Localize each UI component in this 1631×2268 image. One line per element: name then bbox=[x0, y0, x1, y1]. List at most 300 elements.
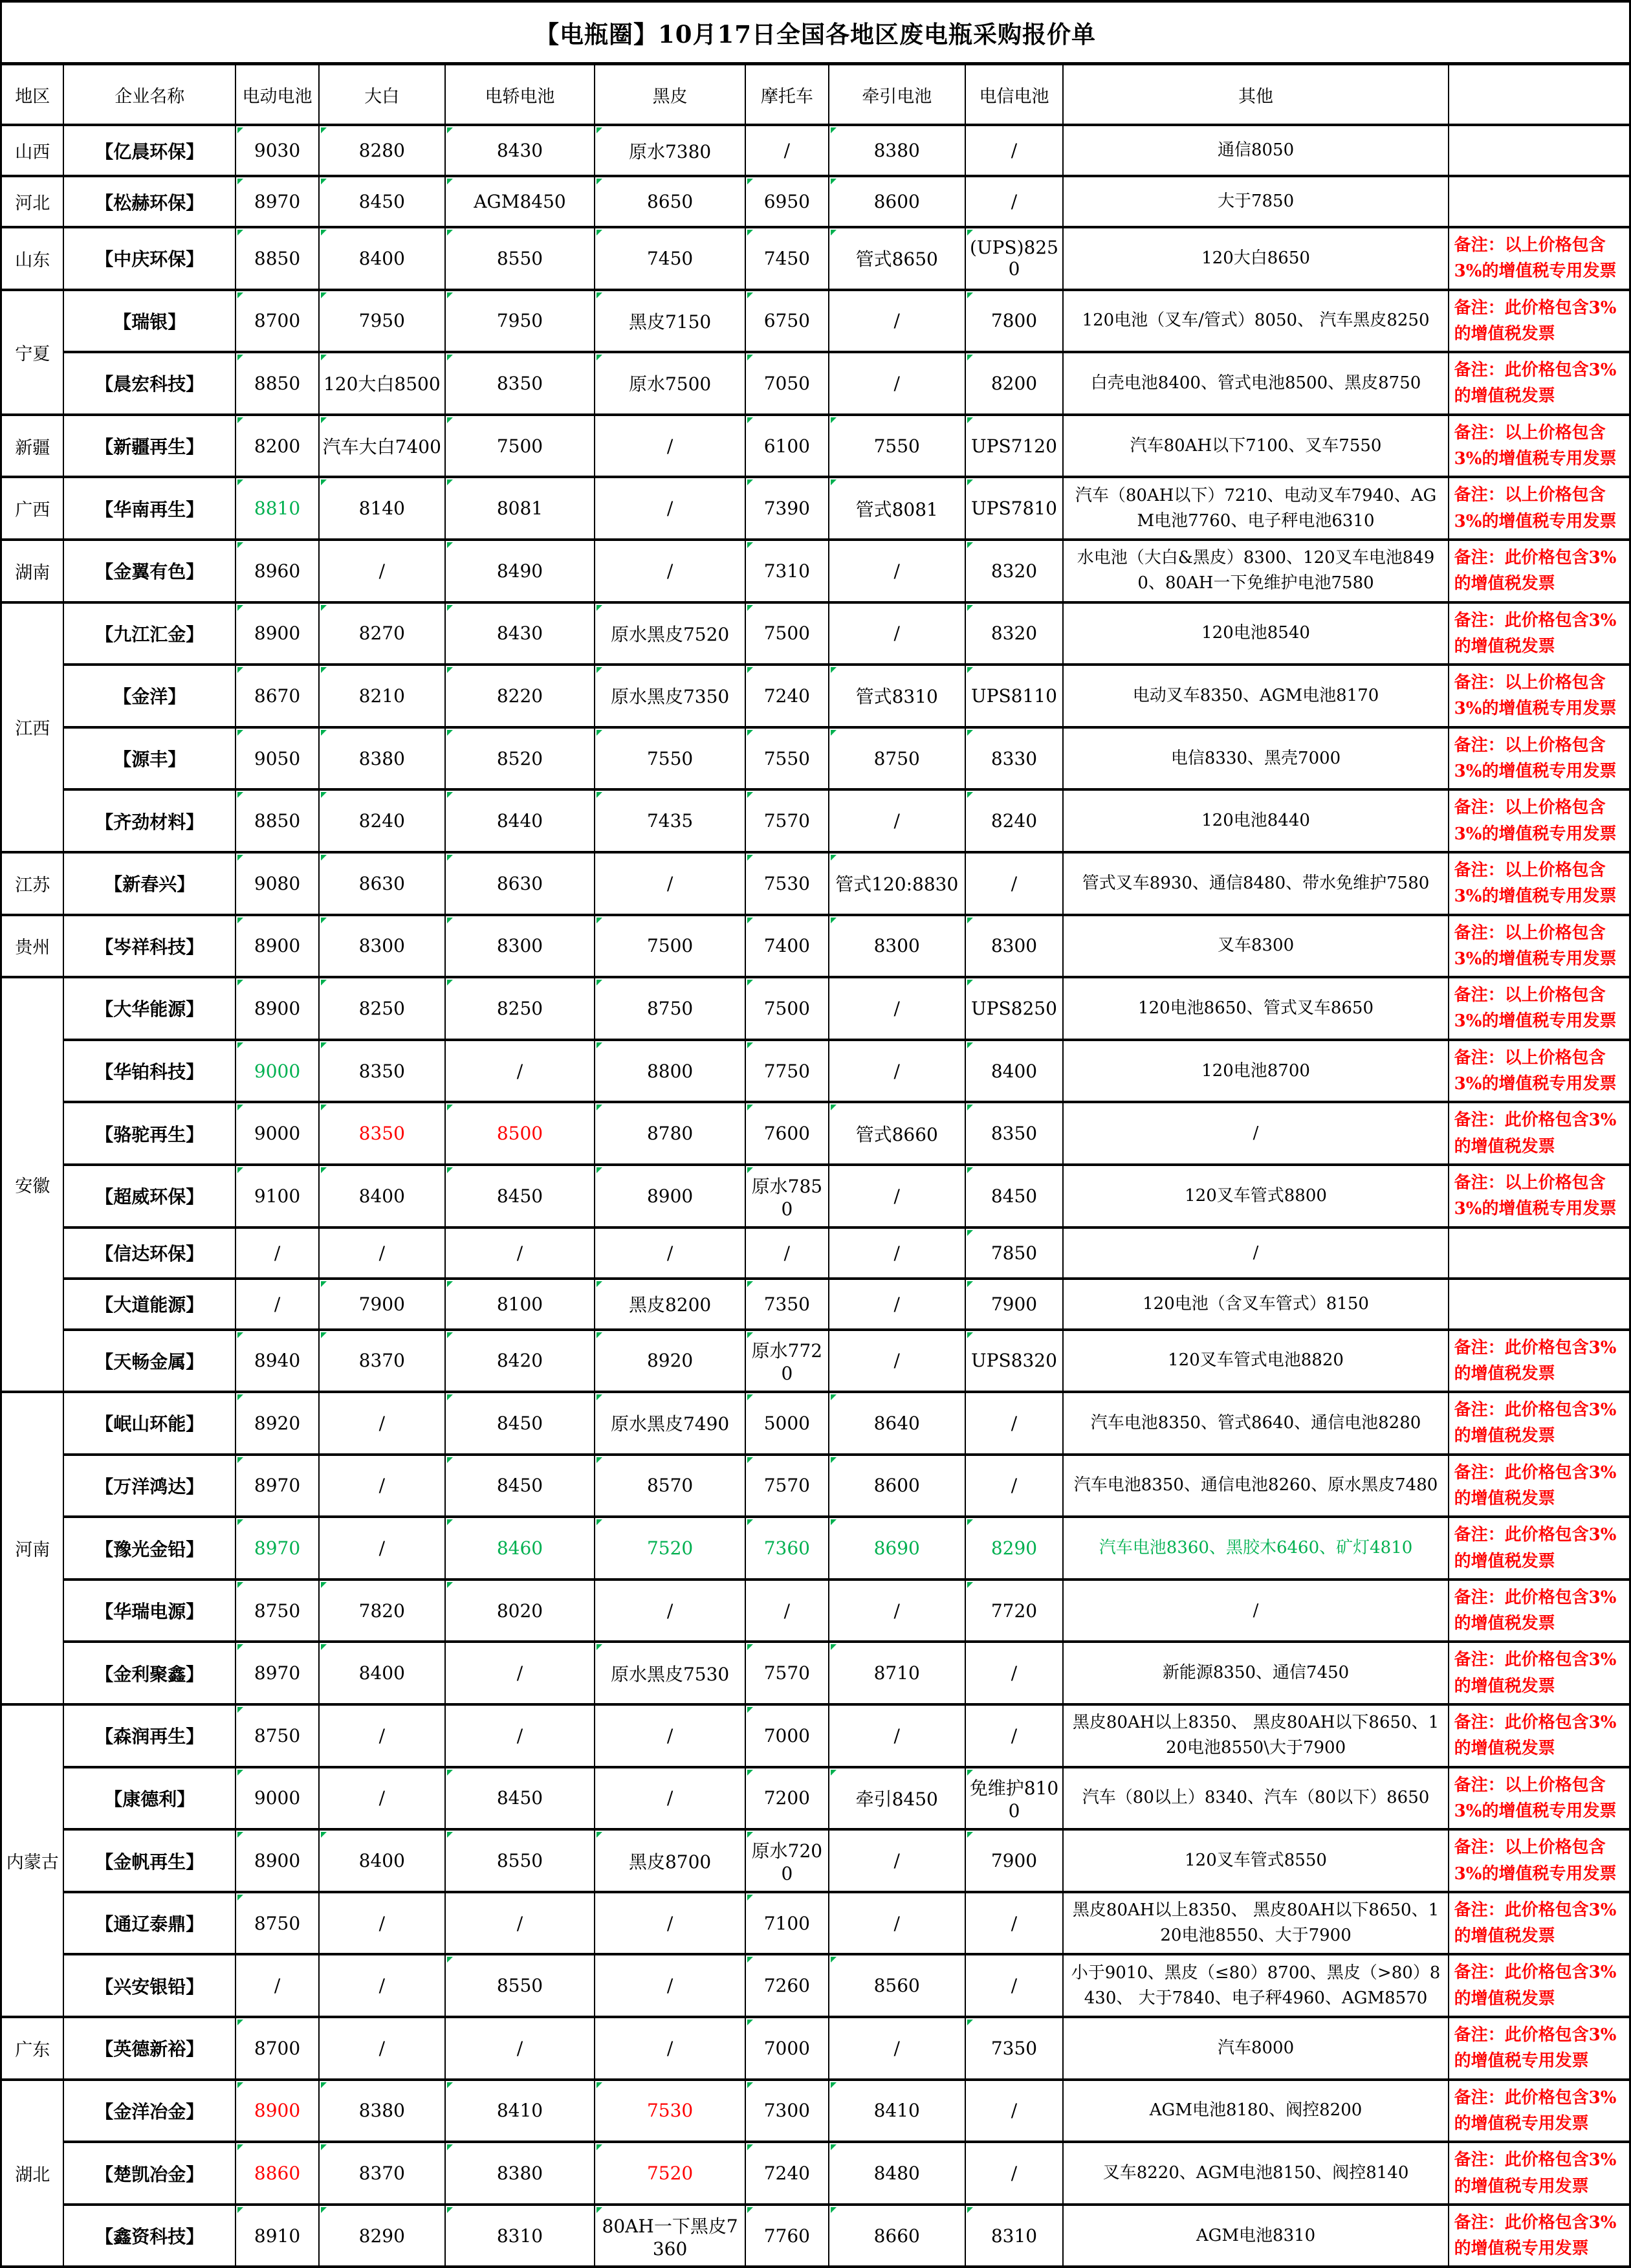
cell-telecom-battery: / bbox=[965, 2080, 1064, 2142]
cell-ev-battery: 8450 bbox=[445, 1455, 595, 1517]
cell-heipi: 原水黑皮7490 bbox=[595, 1392, 745, 1455]
cell-region: 新疆 bbox=[1, 415, 64, 478]
table-row bbox=[1, 665, 1630, 727]
cell-remark: 备注：此价格包含3%的增值税专用发票 bbox=[1449, 2017, 1630, 2080]
cell-region: 贵州 bbox=[1, 915, 64, 978]
cell-region: 广东 bbox=[1, 2017, 64, 2080]
cell-other: 电信8330、黑壳7000 bbox=[1063, 727, 1448, 790]
cell-telecom-battery: 8350 bbox=[965, 1102, 1064, 1165]
cell-electric-bike-battery: 8860 bbox=[235, 2142, 319, 2205]
cell-company: 【松赫环保】 bbox=[63, 176, 235, 227]
table-row bbox=[1, 977, 1630, 1040]
cell-dabai: / bbox=[319, 1455, 445, 1517]
table-row bbox=[1, 727, 1630, 790]
table-row bbox=[1, 1954, 1630, 2017]
cell-region: 宁夏 bbox=[1, 290, 64, 415]
cell-company: 【金洋冶金】 bbox=[63, 2080, 235, 2142]
cell-traction-battery: / bbox=[829, 1040, 965, 1103]
cell-ev-battery: 8300 bbox=[445, 915, 595, 978]
cell-remark: 备注：此价格包含3%的增值税发票 bbox=[1449, 352, 1630, 415]
cell-dabai: 8380 bbox=[319, 2080, 445, 2142]
cell-motorcycle: 7000 bbox=[745, 1704, 829, 1767]
cell-heipi: 7520 bbox=[595, 2142, 745, 2205]
column-header-10 bbox=[1449, 64, 1630, 126]
cell-ev-battery: 8490 bbox=[445, 540, 595, 602]
cell-other: 电动叉车8350、AGM电池8170 bbox=[1063, 665, 1448, 727]
cell-motorcycle: 7390 bbox=[745, 477, 829, 540]
cell-traction-battery: / bbox=[829, 1279, 965, 1330]
cell-traction-battery: / bbox=[829, 602, 965, 665]
table-row bbox=[1, 2017, 1630, 2080]
cell-region: 河北 bbox=[1, 176, 64, 227]
cell-other: 黑皮80AH以上8350、 黑皮80AH以下8650、120电池8550、大于7900 bbox=[1063, 1892, 1448, 1955]
cell-electric-bike-battery: 8750 bbox=[235, 1580, 319, 1642]
cell-dabai: / bbox=[319, 1767, 445, 1830]
column-header-8: 电信电池 bbox=[965, 64, 1064, 126]
cell-ev-battery: 8350 bbox=[445, 352, 595, 415]
cell-company: 【兴安银铅】 bbox=[63, 1954, 235, 2017]
cell-electric-bike-battery: 8970 bbox=[235, 176, 319, 227]
cell-traction-battery: 8560 bbox=[829, 1954, 965, 2017]
cell-heipi: / bbox=[595, 2017, 745, 2080]
cell-electric-bike-battery: 9050 bbox=[235, 727, 319, 790]
cell-remark: 备注：以上价格包含3%的增值税专用发票 bbox=[1449, 852, 1630, 915]
cell-motorcycle: 原水7200 bbox=[745, 1829, 829, 1892]
cell-motorcycle: 7260 bbox=[745, 1954, 829, 2017]
cell-company: 【超威环保】 bbox=[63, 1165, 235, 1228]
cell-company: 【源丰】 bbox=[63, 727, 235, 790]
cell-electric-bike-battery: 8750 bbox=[235, 1704, 319, 1767]
column-header-0: 地区 bbox=[1, 64, 64, 126]
cell-motorcycle: 7570 bbox=[745, 1642, 829, 1704]
cell-traction-battery: / bbox=[829, 1704, 965, 1767]
cell-ev-battery: 8250 bbox=[445, 977, 595, 1040]
cell-heipi: / bbox=[595, 1892, 745, 1955]
cell-ev-battery: 8450 bbox=[445, 1767, 595, 1830]
cell-remark: 备注：以上价格包含3%的增值税专用发票 bbox=[1449, 789, 1630, 852]
cell-remark: 备注：以上价格包含3%的增值税专用发票 bbox=[1449, 227, 1630, 290]
cell-heipi: 7450 bbox=[595, 227, 745, 290]
cell-region: 内蒙古 bbox=[1, 1704, 64, 2017]
cell-dabai: 8240 bbox=[319, 789, 445, 852]
cell-telecom-battery: 7850 bbox=[965, 1228, 1064, 1279]
cell-traction-battery: 管式8650 bbox=[829, 227, 965, 290]
cell-remark: 备注：以上价格包含3%的增值税专用发票 bbox=[1449, 1040, 1630, 1103]
cell-company: 【岑祥科技】 bbox=[63, 915, 235, 978]
cell-electric-bike-battery: 8900 bbox=[235, 915, 319, 978]
cell-electric-bike-battery: 8670 bbox=[235, 665, 319, 727]
cell-other: 小于9010、黑皮（≤80）8700、黑皮（>80）8430、 大于7840、电子秤4960、AGM8570 bbox=[1063, 1954, 1448, 2017]
cell-dabai: / bbox=[319, 2017, 445, 2080]
cell-remark: 备注：此价格包含3%的增值税专用发票 bbox=[1449, 2205, 1630, 2267]
cell-traction-battery: / bbox=[829, 1228, 965, 1279]
cell-company: 【中庆环保】 bbox=[63, 227, 235, 290]
cell-traction-battery: 牵引8450 bbox=[829, 1767, 965, 1830]
cell-motorcycle: 7500 bbox=[745, 602, 829, 665]
cell-ev-battery: 8081 bbox=[445, 477, 595, 540]
cell-heipi: 原水7500 bbox=[595, 352, 745, 415]
cell-dabai: 8400 bbox=[319, 1642, 445, 1704]
cell-motorcycle: 7500 bbox=[745, 977, 829, 1040]
cell-remark: 备注：以上价格包含3%的增值税专用发票 bbox=[1449, 665, 1630, 727]
cell-electric-bike-battery: 9100 bbox=[235, 1165, 319, 1228]
cell-telecom-battery: 7900 bbox=[965, 1829, 1064, 1892]
cell-dabai: 8210 bbox=[319, 665, 445, 727]
cell-electric-bike-battery: 8750 bbox=[235, 1892, 319, 1955]
cell-dabai: 8350 bbox=[319, 1040, 445, 1103]
cell-telecom-battery: UPS7810 bbox=[965, 477, 1064, 540]
cell-dabai: 8450 bbox=[319, 176, 445, 227]
cell-heipi: 8570 bbox=[595, 1455, 745, 1517]
cell-heipi: 7435 bbox=[595, 789, 745, 852]
cell-heipi: / bbox=[595, 1228, 745, 1279]
cell-remark: 备注：此价格包含3%的增值税发票 bbox=[1449, 1330, 1630, 1393]
cell-remark: 备注：以上价格包含3%的增值税专用发票 bbox=[1449, 727, 1630, 790]
cell-company: 【亿晨环保】 bbox=[63, 125, 235, 176]
cell-telecom-battery: 8320 bbox=[965, 602, 1064, 665]
cell-dabai: 8630 bbox=[319, 852, 445, 915]
table-row bbox=[1, 415, 1630, 478]
cell-dabai: 8290 bbox=[319, 2205, 445, 2267]
cell-dabai: 8280 bbox=[319, 125, 445, 176]
cell-ev-battery: 8460 bbox=[445, 1517, 595, 1580]
cell-dabai: / bbox=[319, 540, 445, 602]
table-row bbox=[1, 477, 1630, 540]
cell-company: 【新疆再生】 bbox=[63, 415, 235, 478]
cell-electric-bike-battery: 8900 bbox=[235, 602, 319, 665]
cell-heipi: 原水黑皮7530 bbox=[595, 1642, 745, 1704]
cell-motorcycle: 5000 bbox=[745, 1392, 829, 1455]
table-row bbox=[1, 1829, 1630, 1892]
cell-ev-battery: 8440 bbox=[445, 789, 595, 852]
cell-dabai: / bbox=[319, 1892, 445, 1955]
cell-company: 【通辽泰鼎】 bbox=[63, 1892, 235, 1955]
cell-traction-battery: / bbox=[829, 1165, 965, 1228]
cell-remark: 备注：此价格包含3%的增值税发票 bbox=[1449, 1455, 1630, 1517]
cell-traction-battery: 8710 bbox=[829, 1642, 965, 1704]
table-row bbox=[1, 1165, 1630, 1228]
cell-ev-battery: 8100 bbox=[445, 1279, 595, 1330]
cell-electric-bike-battery: 8900 bbox=[235, 1829, 319, 1892]
cell-motorcycle: 原水7850 bbox=[745, 1165, 829, 1228]
cell-motorcycle: 7750 bbox=[745, 1040, 829, 1103]
cell-ev-battery: 8430 bbox=[445, 125, 595, 176]
cell-traction-battery: 8600 bbox=[829, 176, 965, 227]
cell-electric-bike-battery: 9000 bbox=[235, 1102, 319, 1165]
cell-ev-battery: 8220 bbox=[445, 665, 595, 727]
cell-region: 江西 bbox=[1, 602, 64, 852]
cell-dabai: 8400 bbox=[319, 1829, 445, 1892]
table-row bbox=[1, 1330, 1630, 1393]
cell-telecom-battery: / bbox=[965, 125, 1064, 176]
cell-dabai: 8370 bbox=[319, 1330, 445, 1393]
cell-traction-battery: / bbox=[829, 1580, 965, 1642]
cell-telecom-battery: UPS8320 bbox=[965, 1330, 1064, 1393]
table-row bbox=[1, 540, 1630, 602]
cell-traction-battery: 8600 bbox=[829, 1455, 965, 1517]
cell-region: 湖北 bbox=[1, 2080, 64, 2267]
cell-remark: 备注：以上价格包含3%的增值税专用发票 bbox=[1449, 1767, 1630, 1830]
cell-motorcycle: 7050 bbox=[745, 352, 829, 415]
cell-telecom-battery: 8300 bbox=[965, 915, 1064, 978]
cell-remark: 备注：以上价格包含3%的增值税专用发票 bbox=[1449, 477, 1630, 540]
column-header-7: 牵引电池 bbox=[829, 64, 965, 126]
table-row bbox=[1, 1580, 1630, 1642]
cell-other: 120电池（叉车/管式）8050、 汽车黑皮8250 bbox=[1063, 290, 1448, 353]
cell-company: 【骆驼再生】 bbox=[63, 1102, 235, 1165]
cell-company: 【华铂科技】 bbox=[63, 1040, 235, 1103]
cell-remark: 备注：此价格包含3%的增值税发票 bbox=[1449, 1892, 1630, 1955]
cell-region: 湖南 bbox=[1, 540, 64, 602]
cell-dabai: 8350 bbox=[319, 1102, 445, 1165]
cell-traction-battery: 管式8081 bbox=[829, 477, 965, 540]
cell-heipi: 原水黑皮7350 bbox=[595, 665, 745, 727]
cell-other: 汽车80AH以下7100、叉车7550 bbox=[1063, 415, 1448, 478]
cell-other: 水电池（大白&黑皮）8300、120叉车电池8490、80AH一下免维护电池7580 bbox=[1063, 540, 1448, 602]
cell-heipi: 8750 bbox=[595, 977, 745, 1040]
cell-ev-battery: / bbox=[445, 1228, 595, 1279]
cell-other: 汽车电池8350、管式8640、通信电池8280 bbox=[1063, 1392, 1448, 1455]
cell-motorcycle: 6950 bbox=[745, 176, 829, 227]
cell-ev-battery: 8550 bbox=[445, 1829, 595, 1892]
cell-heipi: 80AH一下黑皮7360 bbox=[595, 2205, 745, 2267]
cell-remark: 备注：此价格包含3%的增值税发票 bbox=[1449, 1704, 1630, 1767]
cell-other: 120叉车管式8550 bbox=[1063, 1829, 1448, 1892]
cell-traction-battery: 管式120:8830 bbox=[829, 852, 965, 915]
cell-ev-battery: 8550 bbox=[445, 227, 595, 290]
cell-motorcycle: 7760 bbox=[745, 2205, 829, 2267]
cell-electric-bike-battery: 8200 bbox=[235, 415, 319, 478]
table-row bbox=[1, 1767, 1630, 1830]
cell-dabai: 8140 bbox=[319, 477, 445, 540]
cell-telecom-battery: 7800 bbox=[965, 290, 1064, 353]
cell-company: 【楚凯冶金】 bbox=[63, 2142, 235, 2205]
cell-other: AGM电池8310 bbox=[1063, 2205, 1448, 2267]
cell-remark: 备注：此价格包含3%的增值税发票 bbox=[1449, 1954, 1630, 2017]
cell-remark: 备注：以上价格包含3%的增值税专用发票 bbox=[1449, 1829, 1630, 1892]
cell-heipi: 原水黑皮7520 bbox=[595, 602, 745, 665]
table-row bbox=[1, 1642, 1630, 1704]
cell-heipi: 原水7380 bbox=[595, 125, 745, 176]
cell-other: 大于7850 bbox=[1063, 176, 1448, 227]
cell-traction-battery: 管式8310 bbox=[829, 665, 965, 727]
cell-traction-battery: 8660 bbox=[829, 2205, 965, 2267]
cell-other: 黑皮80AH以上8350、 黑皮80AH以下8650、120电池8550\大于7900 bbox=[1063, 1704, 1448, 1767]
table-row bbox=[1, 1392, 1630, 1455]
cell-ev-battery: 8550 bbox=[445, 1954, 595, 2017]
column-header-1: 企业名称 bbox=[63, 64, 235, 126]
column-header-3: 大白 bbox=[319, 64, 445, 126]
cell-other: 管式叉车8930、通信8480、带水免维护7580 bbox=[1063, 852, 1448, 915]
cell-company: 【豫光金铅】 bbox=[63, 1517, 235, 1580]
cell-ev-battery: 8410 bbox=[445, 2080, 595, 2142]
table-row bbox=[1, 1892, 1630, 1955]
cell-telecom-battery: / bbox=[965, 852, 1064, 915]
cell-electric-bike-battery: / bbox=[235, 1279, 319, 1330]
cell-electric-bike-battery: 8700 bbox=[235, 2017, 319, 2080]
cell-other: AGM电池8180、阀控8200 bbox=[1063, 2080, 1448, 2142]
table-row bbox=[1, 227, 1630, 290]
cell-heipi: 黑皮7150 bbox=[595, 290, 745, 353]
cell-remark: 备注：此价格包含3%的增值税发票 bbox=[1449, 1517, 1630, 1580]
table-row bbox=[1, 915, 1630, 978]
cell-traction-battery: / bbox=[829, 540, 965, 602]
cell-other: / bbox=[1063, 1580, 1448, 1642]
cell-heipi: 7520 bbox=[595, 1517, 745, 1580]
cell-telecom-battery: / bbox=[965, 1455, 1064, 1517]
cell-ev-battery: / bbox=[445, 1040, 595, 1103]
cell-ev-battery: 8450 bbox=[445, 1392, 595, 1455]
cell-motorcycle: 7100 bbox=[745, 1892, 829, 1955]
cell-other: 白壳电池8400、管式电池8500、黑皮8750 bbox=[1063, 352, 1448, 415]
cell-motorcycle: 6750 bbox=[745, 290, 829, 353]
cell-company: 【华瑞电源】 bbox=[63, 1580, 235, 1642]
cell-telecom-battery: 免维护8100 bbox=[965, 1767, 1064, 1830]
cell-traction-battery: 8750 bbox=[829, 727, 965, 790]
cell-heipi: 8920 bbox=[595, 1330, 745, 1393]
cell-company: 【新春兴】 bbox=[63, 852, 235, 915]
cell-traction-battery: 8480 bbox=[829, 2142, 965, 2205]
cell-remark bbox=[1449, 176, 1630, 227]
cell-dabai: 汽车大白7400 bbox=[319, 415, 445, 478]
cell-company: 【齐劲材料】 bbox=[63, 789, 235, 852]
title-row bbox=[1, 1, 1630, 64]
cell-traction-battery: 7550 bbox=[829, 415, 965, 478]
cell-motorcycle: 7300 bbox=[745, 2080, 829, 2142]
cell-remark bbox=[1449, 1279, 1630, 1330]
cell-telecom-battery: / bbox=[965, 1704, 1064, 1767]
table-row bbox=[1, 852, 1630, 915]
cell-telecom-battery: / bbox=[965, 1892, 1064, 1955]
cell-company: 【康德利】 bbox=[63, 1767, 235, 1830]
cell-electric-bike-battery: 8920 bbox=[235, 1392, 319, 1455]
cell-motorcycle: / bbox=[745, 1580, 829, 1642]
cell-remark: 备注：此价格包含3%的增值税专用发票 bbox=[1449, 2080, 1630, 2142]
cell-telecom-battery: UPS8110 bbox=[965, 665, 1064, 727]
cell-heipi: 7550 bbox=[595, 727, 745, 790]
cell-dabai: / bbox=[319, 1228, 445, 1279]
cell-telecom-battery: 8450 bbox=[965, 1165, 1064, 1228]
cell-remark: 备注：此价格包含3%的增值税发票 bbox=[1449, 1392, 1630, 1455]
cell-electric-bike-battery: 9030 bbox=[235, 125, 319, 176]
cell-traction-battery: / bbox=[829, 1892, 965, 1955]
cell-company: 【金翼有色】 bbox=[63, 540, 235, 602]
cell-electric-bike-battery: 8850 bbox=[235, 352, 319, 415]
table-row bbox=[1, 1704, 1630, 1767]
page-title: 【电瓶圈】10月17日全国各地区废电瓶采购报价单 bbox=[1, 1, 1630, 64]
cell-motorcycle: 7400 bbox=[745, 915, 829, 978]
cell-telecom-battery: 8290 bbox=[965, 1517, 1064, 1580]
cell-dabai: / bbox=[319, 1704, 445, 1767]
cell-heipi: 8650 bbox=[595, 176, 745, 227]
cell-motorcycle: 7000 bbox=[745, 2017, 829, 2080]
cell-heipi: 7530 bbox=[595, 2080, 745, 2142]
cell-remark: 备注：此价格包含3%的增值税发票 bbox=[1449, 290, 1630, 353]
cell-dabai: 120大白8500 bbox=[319, 352, 445, 415]
cell-ev-battery: 7500 bbox=[445, 415, 595, 478]
cell-motorcycle: 7600 bbox=[745, 1102, 829, 1165]
column-header-6: 摩托车 bbox=[745, 64, 829, 126]
cell-motorcycle: / bbox=[745, 125, 829, 176]
cell-company: 【信达环保】 bbox=[63, 1228, 235, 1279]
cell-company: 【大华能源】 bbox=[63, 977, 235, 1040]
cell-other: 通信8050 bbox=[1063, 125, 1448, 176]
cell-telecom-battery: 7900 bbox=[965, 1279, 1064, 1330]
cell-region: 山东 bbox=[1, 227, 64, 290]
cell-telecom-battery: 8320 bbox=[965, 540, 1064, 602]
cell-other: 120叉车管式8800 bbox=[1063, 1165, 1448, 1228]
column-header-4: 电轿电池 bbox=[445, 64, 595, 126]
table-row bbox=[1, 1102, 1630, 1165]
cell-telecom-battery: 7350 bbox=[965, 2017, 1064, 2080]
cell-region: 山西 bbox=[1, 125, 64, 176]
table-row bbox=[1, 1517, 1630, 1580]
cell-remark: 备注：此价格包含3%的增值税发票 bbox=[1449, 602, 1630, 665]
cell-electric-bike-battery: 8910 bbox=[235, 2205, 319, 2267]
cell-other: 120电池（含叉车管式）8150 bbox=[1063, 1279, 1448, 1330]
cell-heipi: / bbox=[595, 1767, 745, 1830]
cell-heipi: / bbox=[595, 540, 745, 602]
cell-traction-battery: / bbox=[829, 2017, 965, 2080]
cell-remark: 备注：以上价格包含3%的增值税专用发票 bbox=[1449, 1165, 1630, 1228]
table-row bbox=[1, 1455, 1630, 1517]
cell-motorcycle: 7550 bbox=[745, 727, 829, 790]
cell-other: 汽车电池8360、黑胶木6460、矿灯4810 bbox=[1063, 1517, 1448, 1580]
cell-company: 【岷山环能】 bbox=[63, 1392, 235, 1455]
cell-electric-bike-battery: / bbox=[235, 1954, 319, 2017]
cell-motorcycle: 7310 bbox=[745, 540, 829, 602]
cell-dabai: 8250 bbox=[319, 977, 445, 1040]
cell-traction-battery: / bbox=[829, 290, 965, 353]
cell-heipi: / bbox=[595, 1954, 745, 2017]
cell-dabai: 8370 bbox=[319, 2142, 445, 2205]
cell-telecom-battery: / bbox=[965, 176, 1064, 227]
cell-ev-battery: 8310 bbox=[445, 2205, 595, 2267]
cell-motorcycle: 原水7720 bbox=[745, 1330, 829, 1393]
cell-other: 汽车8000 bbox=[1063, 2017, 1448, 2080]
cell-heipi: 8780 bbox=[595, 1102, 745, 1165]
cell-other: 120电池8700 bbox=[1063, 1040, 1448, 1103]
cell-remark: 备注：此价格包含3%的增值税发票 bbox=[1449, 1580, 1630, 1642]
cell-ev-battery: 8450 bbox=[445, 1165, 595, 1228]
cell-company: 【森润再生】 bbox=[63, 1704, 235, 1767]
table-row bbox=[1, 290, 1630, 353]
cell-heipi: / bbox=[595, 477, 745, 540]
cell-company: 【华南再生】 bbox=[63, 477, 235, 540]
cell-electric-bike-battery: 8940 bbox=[235, 1330, 319, 1393]
cell-motorcycle: 7570 bbox=[745, 789, 829, 852]
cell-electric-bike-battery: 8850 bbox=[235, 789, 319, 852]
cell-company: 【万洋鸿达】 bbox=[63, 1455, 235, 1517]
cell-remark: 备注：以上价格包含3%的增值税专用发票 bbox=[1449, 977, 1630, 1040]
column-header-2: 电动电池 bbox=[235, 64, 319, 126]
cell-electric-bike-battery: 8970 bbox=[235, 1642, 319, 1704]
cell-motorcycle: 7450 bbox=[745, 227, 829, 290]
cell-telecom-battery: 8400 bbox=[965, 1040, 1064, 1103]
cell-region: 广西 bbox=[1, 477, 64, 540]
cell-other: / bbox=[1063, 1102, 1448, 1165]
cell-traction-battery: / bbox=[829, 1330, 965, 1393]
cell-dabai: / bbox=[319, 1517, 445, 1580]
cell-motorcycle: 7240 bbox=[745, 2142, 829, 2205]
cell-heipi: / bbox=[595, 852, 745, 915]
cell-company: 【鑫资科技】 bbox=[63, 2205, 235, 2267]
cell-other: 120大白8650 bbox=[1063, 227, 1448, 290]
cell-telecom-battery: 8200 bbox=[965, 352, 1064, 415]
cell-ev-battery: 8420 bbox=[445, 1330, 595, 1393]
table-row bbox=[1, 789, 1630, 852]
table-row bbox=[1, 1228, 1630, 1279]
